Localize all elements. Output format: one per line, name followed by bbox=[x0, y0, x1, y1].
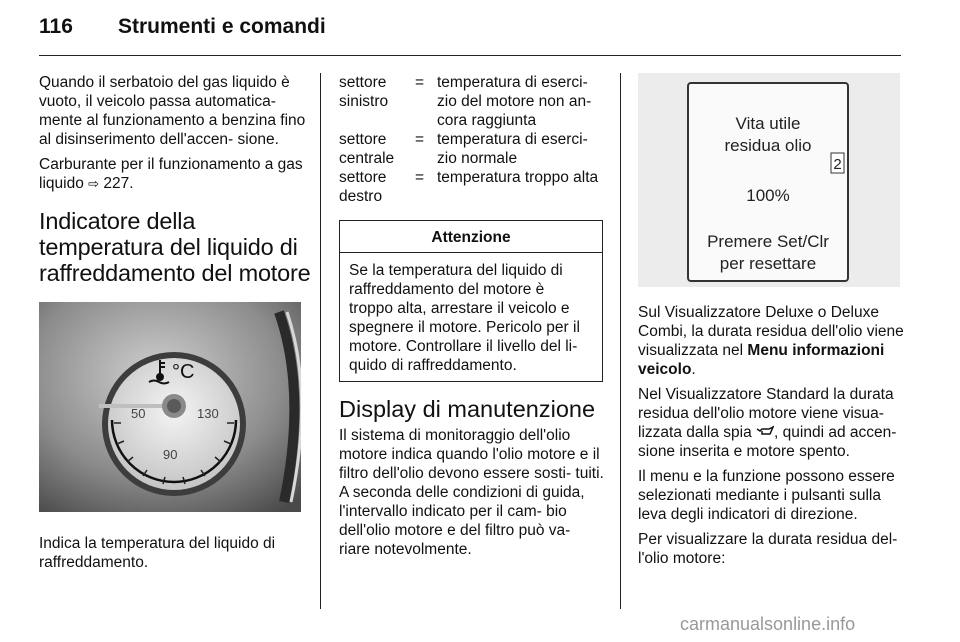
definition-row: settore centrale = temperatura di eserci- zio normale bbox=[339, 131, 588, 167]
display-line-1: Vita utile bbox=[735, 114, 801, 133]
display-line-2: residua olio bbox=[724, 136, 812, 155]
display-side-label: 2 bbox=[833, 156, 842, 173]
column-1 bbox=[39, 73, 311, 578]
definition-row: settore sinistro = temperatura di eserci- zio del motore non an- cora raggiunta bbox=[339, 74, 592, 129]
lpg-paragraph: Quando il serbatoio del gas liquido è vuoto, il veicolo passa automatica- mente al funzionamento a benzina fino al disinserimento dell'accen- sione. bbox=[39, 74, 306, 148]
definition-row: settore destro = temperatura troppo alta bbox=[339, 169, 599, 205]
page-number: 116 bbox=[39, 15, 73, 38]
menu-name: Menu informazioni veicolo bbox=[638, 342, 885, 378]
page-reference-arrow-icon[interactable]: ⇨ bbox=[88, 177, 100, 192]
warning-box bbox=[339, 220, 603, 382]
deluxe-paragraph: Sul Visualizzatore Deluxe o Deluxe Combi, la durata residua dell'olio viene visualizzata nel Menu informazioni veicolo. bbox=[638, 304, 904, 378]
warning-title: Attenzione bbox=[340, 221, 602, 253]
oil-life-instruction: Per visualizzare la durata residua del- l'olio motore: bbox=[638, 531, 898, 567]
standard-paragraph: Nel Visualizzatore Standard la durata residua dell'olio motore viene visua- lizzata dalla spia , quindi ad accen- sione inserita e motore spento. bbox=[638, 386, 897, 460]
header-rule bbox=[39, 55, 901, 56]
gauge-mid-label: 90 bbox=[163, 447, 178, 462]
gauge-sector-definitions bbox=[339, 73, 605, 206]
warning-body: Se la temperatura del liquido di raffreddamento del motore è troppo alta, arrestare il veicolo e spegnere il motore. Pericolo per il motore. Controllare il livello del li- quido di raffreddamento. bbox=[349, 262, 580, 374]
page-reference[interactable]: 227. bbox=[103, 175, 134, 192]
maintenance-paragraph: Il sistema di monitoraggio dell'olio motore indica quando l'olio motore e il filtro dell'olio devono essere sosti- tuiti. A seconda delle condizioni di guida, l'intervallo indicato per il cam- bio dell'olio motore e del filtro può va- riare notevolmente. bbox=[339, 427, 604, 558]
menu-paragraph: Il menu e la funzione possono essere selezionati mediante i pulsanti sulla leva degli indicatori di direzione. bbox=[638, 468, 895, 523]
gauge-unit-label: °C bbox=[172, 361, 195, 383]
oil-life-display-image bbox=[638, 73, 900, 287]
oil-can-icon bbox=[756, 425, 774, 439]
section-title: Strumenti e comandi bbox=[118, 15, 326, 38]
fuel-reference-paragraph: Carburante per il funzionamento a gas liquido ⇨ 227. bbox=[39, 156, 303, 192]
coolant-heading: Indicatore della temperatura del liquido di raffreddamento del motore bbox=[39, 208, 311, 286]
gauge-high-label: 130 bbox=[197, 406, 219, 421]
column-divider-2 bbox=[620, 73, 621, 609]
column-3 bbox=[638, 73, 904, 574]
gauge-caption: Indica la temperatura del liquido di raffreddamento. bbox=[39, 535, 276, 571]
maintenance-heading: Display di manutenzione bbox=[339, 396, 596, 422]
watermark: carmanualsonline.info bbox=[680, 614, 856, 634]
gauge-low-label: 50 bbox=[131, 406, 146, 421]
column-2 bbox=[339, 73, 605, 565]
column-divider-1 bbox=[320, 73, 321, 609]
coolant-gauge-image bbox=[39, 302, 301, 512]
display-line-3: Premere Set/Clr bbox=[707, 232, 829, 251]
display-percent: 100% bbox=[746, 186, 790, 205]
display-line-4: per resettare bbox=[719, 254, 817, 273]
